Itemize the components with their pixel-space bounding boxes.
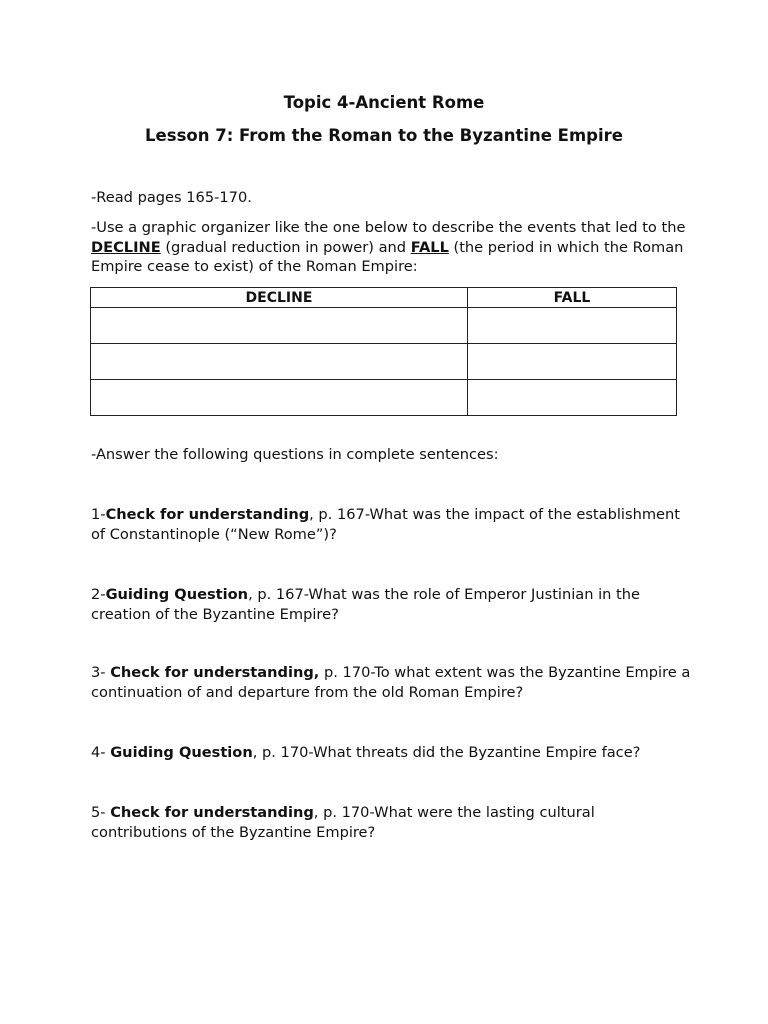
fall-cell[interactable] xyxy=(467,380,676,416)
decline-cell[interactable] xyxy=(91,344,468,380)
question-text: , p. 167-What was the role of Emperor Justinian in the creation of the Byzantine Empire? xyxy=(91,586,640,623)
decline-term: DECLINE xyxy=(91,238,161,256)
question-text: , p. 170-What were the lasting cultural contributions of the Byzantine Empire? xyxy=(91,804,595,841)
question-number: 3- xyxy=(91,664,111,681)
topic-title: Topic 4-Ancient Rome xyxy=(283,93,485,112)
table-header-row xyxy=(91,288,677,308)
graphic-organizer-table xyxy=(90,287,677,416)
question-4 xyxy=(91,743,691,763)
column-header-fall: FALL xyxy=(467,288,676,308)
question-5 xyxy=(91,803,691,842)
question-label: Guiding Question xyxy=(105,586,249,603)
fall-cell[interactable] xyxy=(467,308,676,344)
question-text: p. 170-To what extent was the Byzantine Empire a continuation of and departure from the old Roman Empire? xyxy=(91,664,691,701)
question-3 xyxy=(91,663,691,702)
read-instruction: -Read pages 165-170. xyxy=(91,189,252,206)
fall-definition: (the period in which the Roman Empire cease to exist) of the Roman Empire: xyxy=(91,238,684,275)
instruction-text: -Use a graphic organizer like the one below to describe the events that led to the xyxy=(91,219,686,236)
question-number: 5- xyxy=(91,804,111,821)
question-number: 2- xyxy=(91,586,106,603)
question-number: 4- xyxy=(91,744,111,761)
decline-definition: (gradual reduction in power) and xyxy=(160,238,411,256)
decline-cell[interactable] xyxy=(91,308,468,344)
question-1 xyxy=(91,505,691,544)
question-label: Check for understanding, xyxy=(110,664,320,681)
answer-instruction: -Answer the following questions in complete sentences: xyxy=(91,446,499,463)
question-label: Check for understanding xyxy=(105,506,310,523)
question-2 xyxy=(91,585,691,624)
question-label: Guiding Question xyxy=(110,744,253,761)
question-label: Check for understanding xyxy=(110,804,314,821)
fall-term: FALL xyxy=(410,238,449,256)
table-row xyxy=(91,380,677,416)
question-text: , p. 170-What threats did the Byzantine Empire face? xyxy=(252,744,641,761)
question-number: 1- xyxy=(91,506,106,523)
column-header-decline: DECLINE xyxy=(91,288,468,308)
organizer-instruction xyxy=(91,218,691,277)
lesson-title: Lesson 7: From the Roman to the Byzantine Empire xyxy=(145,126,623,145)
table-row xyxy=(91,344,677,380)
fall-cell[interactable] xyxy=(467,344,676,380)
table-row xyxy=(91,308,677,344)
decline-cell[interactable] xyxy=(91,380,468,416)
question-text: , p. 167-What was the impact of the establishment of Constantinople (“New Rome”)? xyxy=(91,506,680,543)
